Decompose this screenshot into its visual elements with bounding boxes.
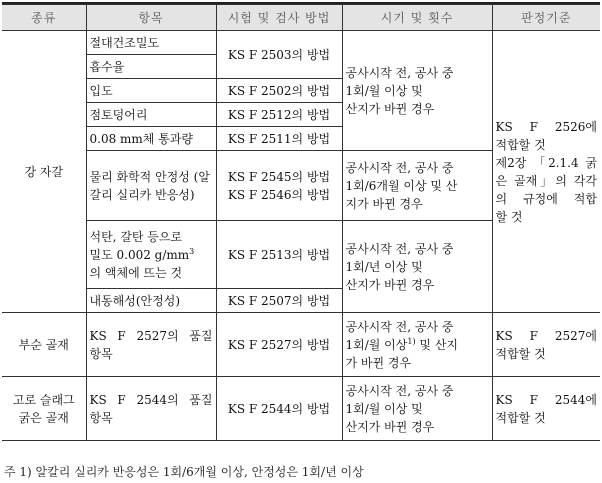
method-cell: KS F 2544의 방법 <box>216 377 342 441</box>
item-cell: 내동해성(안정성) <box>86 289 216 313</box>
method-cell: KS F 2511의 방법 <box>216 127 342 151</box>
header-criteria: 판정기준 <box>492 5 600 31</box>
header-timing: 시기 및 횟수 <box>342 5 492 31</box>
method-cell: KS F 2513의 방법 <box>216 221 342 289</box>
timing-cell: 공사시작 전, 공사 중 1회/월 이상$^{1)}$ 및 산지 가 바뀐 경우 <box>342 313 492 377</box>
aggregate-quality-table <box>2 4 600 441</box>
item-cell: 석탄, 갈탄 등으로 밀도 0.002 $g/mm^3$ 의 액체에 뜨는 것 <box>86 221 216 289</box>
table-row <box>2 31 600 55</box>
table-row <box>2 377 600 441</box>
table-footnote: 주 1) 알칼리 실리카 반응성은 1회/6개월 이상, 안정성은 1회/년 이상 <box>4 465 364 479</box>
timing-cell: 공사시작 전, 공사 중 1회/6개월 이상 및 산 지가 바뀐 경우 <box>342 151 492 221</box>
timing-cell: 공사시작 전, 공사 중 1회/년 이상 및 산지가 바뀐 경우 <box>342 221 492 313</box>
kind-crushed-aggregate: 부순 골재 <box>2 313 86 377</box>
kind-slag-aggregate: 고로 슬래그 굵은 골재 <box>2 377 86 441</box>
item-cell: 0.08 mm체 통과량 <box>86 127 216 151</box>
method-cell: KS F 2507의 방법 <box>216 289 342 313</box>
item-cell: 점토덩어리 <box>86 103 216 127</box>
method-cell: KS F 2512의 방법 <box>216 103 342 127</box>
item-cell: 흡수율 <box>86 55 216 79</box>
method-cell: KS F 2527의 방법 <box>216 313 342 377</box>
header-method: 시험 및 검사 방법 <box>216 5 342 31</box>
table-row <box>2 313 600 377</box>
criteria-cell: KS F 2544에 적합할 것 <box>492 377 600 441</box>
item-cell: 물리 화학적 안정성 (알갈리 실리카 반응성) <box>86 151 216 221</box>
method-cell: KS F 2545의 방법 KS F 2546의 방법 <box>216 151 342 221</box>
table-header-row <box>2 5 600 31</box>
header-kind: 종류 <box>2 5 86 31</box>
method-cell: KS F 2502의 방법 <box>216 79 342 103</box>
item-cell: KS F 2544의 품질 항목 <box>86 377 216 441</box>
criteria-cell: KS F 2526에 적합할 것 제2장 「2.1.4 굵 은 골재」의 각각 의 규정에 적합 할 것 <box>492 31 600 313</box>
header-item: 항목 <box>86 5 216 31</box>
method-cell: KS F 2503의 방법 <box>216 31 342 79</box>
timing-cell: 공사시작 전, 공사 중 1회/월 이상 및 산지가 바뀐 경우 <box>342 377 492 441</box>
criteria-cell: KS F 2527에 적합할 것 <box>492 313 600 377</box>
item-cell: 절대건조밀도 <box>86 31 216 55</box>
item-cell: KS F 2527의 품질 항목 <box>86 313 216 377</box>
item-cell: 입도 <box>86 79 216 103</box>
kind-coarse-aggregate: 강 자갈 <box>2 31 86 313</box>
timing-cell: 공사시작 전, 공사 중 1회/월 이상 및 산지가 바뀐 경우 <box>342 31 492 151</box>
